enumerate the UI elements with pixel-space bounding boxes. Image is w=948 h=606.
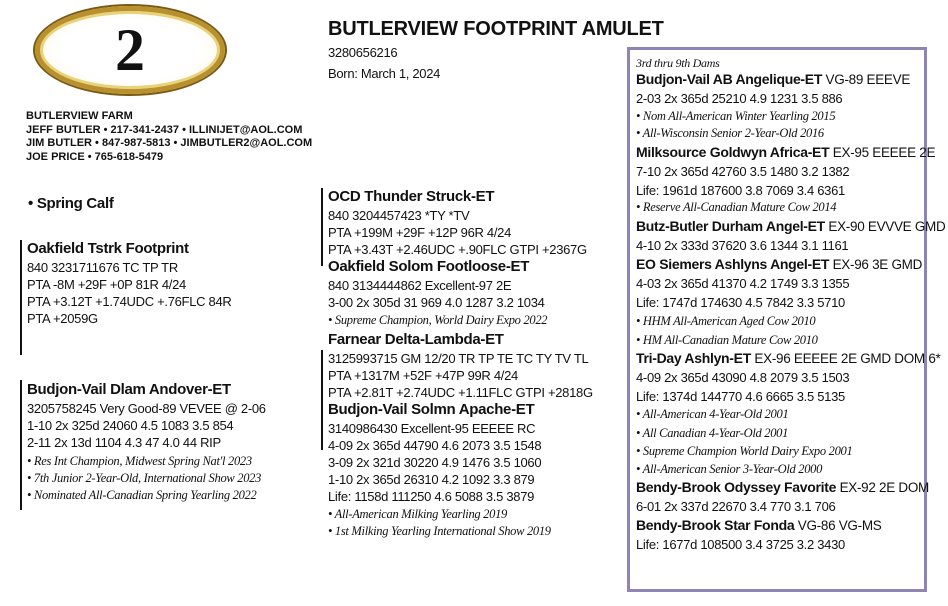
sire-bracket	[20, 240, 22, 355]
dam-entry-line: Life: 1747d 174630 4.5 7842 3.3 5710	[636, 295, 845, 310]
dam-note: • 7th Junior 2-Year-Old, International Show 2023	[27, 471, 262, 485]
farm-contact: JEFF BUTLER • 217-341-2437 • ILLINIJET@AOL.COM	[26, 123, 303, 136]
dam-entry	[636, 479, 945, 496]
sire-name: Oakfield Tstrk Footprint	[27, 240, 189, 257]
pedigree-line: 840 3204457423 *TY *TV	[328, 208, 470, 223]
dam-entry-note: • HM All-Canadian Mature Cow 2010	[636, 333, 818, 347]
pedigree-line: Life: 1158d 111250 4.6 5088 3.5 3879	[328, 489, 535, 504]
dam-entry-name: Bendy-Brook Star Fonda	[636, 517, 795, 533]
dam-note: • Res Int Champion, Midwest Spring Nat'l 2023	[27, 454, 252, 468]
dam-entry-name: Butz-Butler Durham Angel-ET	[636, 218, 825, 234]
farm-contact: JIM BUTLER • 847-987-5813 • JIMBUTLER2@AOL.COM	[26, 137, 313, 150]
registration-number: 3280656216	[328, 45, 398, 60]
dam-entry-note: • Nom All-American Winter Yearling 2015	[636, 109, 836, 123]
dam-entry-line: 6-01 2x 337d 22670 3.4 770 3.1 706	[636, 499, 836, 514]
pedigree-block	[328, 188, 593, 540]
pedigree-line: PTA +2.81T +2.74UDC +1.11FLC GTPI +2818G	[328, 385, 593, 400]
pedigree-note: • 1st Milking Yearling International Show 2019	[328, 524, 551, 538]
pedigree-line: 1-10 2x 365d 26310 4.2 1092 3.3 879	[328, 472, 535, 487]
dam-entry-line: Life: 1374d 144770 4.6 6665 3.5 5135	[636, 389, 845, 404]
dam-line: 1-10 2x 325d 24060 4.5 1083 3.5 854	[27, 418, 234, 433]
dam-entry-name: Milksource Goldwyn Africa-ET	[636, 144, 830, 160]
pedigree-line: 840 3134444862 Excellent-97 2E	[328, 278, 512, 293]
dam-entry	[636, 517, 945, 534]
calf-class: • Spring Calf	[28, 195, 114, 212]
dam-entry-line: Life: 1961d 187600 3.8 7069 3.4 6361	[636, 183, 845, 198]
pedigree-note: • Supreme Champion, World Dairy Expo 2022	[328, 313, 548, 327]
dam-entry-name: EO Siemers Ashlyns Angel-ET	[636, 256, 830, 272]
dam-entry-note: • Supreme Champion World Dairy Expo 2001	[636, 444, 853, 458]
dam-block	[27, 381, 266, 504]
pedigree-name: Budjon-Vail Solmn Apache-ET	[328, 401, 535, 418]
dam-entry-note: • All-Wisconsin Senior 2-Year-Old 2016	[636, 126, 824, 140]
dam-entry-line: Life: 1677d 108500 3.4 3725 3.2 3430	[636, 537, 845, 552]
dam-entry-class: VG-86 VG-MS	[794, 518, 882, 533]
farm-contact: JOE PRICE • 765-618-5479	[26, 150, 164, 163]
pedigree-line: PTA +3.43T +2.46UDC +.90FLC GTPI +2367G	[328, 242, 587, 257]
sire-line: PTA +3.12T +1.74UDC +.76FLC 84R	[27, 294, 232, 309]
dam-entry-class: EX-90 EVVVE GMD	[824, 219, 946, 234]
pedigree-line: 3140986430 Excellent-95 EEEEE RC	[328, 421, 536, 436]
dam-bracket	[20, 380, 22, 510]
dam-entry-note: • All-American Senior 3-Year-Old 2000	[636, 462, 823, 476]
pedigree-line: PTA +1317M +52F +47P 99R 4/24	[328, 368, 518, 383]
pedigree-bracket	[321, 350, 323, 450]
dam-entry-name: Budjon-Vail AB Angelique-ET	[636, 71, 823, 87]
pedigree-name: Farnear Delta-Lambda-ET	[328, 331, 504, 348]
pedigree-note: • All-American Milking Yearling 2019	[328, 507, 507, 521]
dam-entry-line: 4-03 2x 365d 41370 4.2 1749 3.3 1355	[636, 276, 850, 291]
sire-line: 840 3231711676 TC TP TR	[27, 260, 178, 275]
dam-entry-line: 7-10 2x 365d 42760 3.5 1480 3.2 1382	[636, 164, 850, 179]
dam-entry-class: EX-96 EEEEE 2E GMD DOM 6*	[750, 351, 941, 366]
dam-entry-note: • All Canadian 4-Year-Old 2001	[636, 426, 789, 440]
pedigree-bracket	[321, 188, 323, 266]
dam-entry-line: 2-03 2x 365d 25210 4.9 1231 3.5 886	[636, 91, 843, 106]
animal-name: BUTLERVIEW FOOTPRINT AMULET	[328, 18, 664, 40]
dam-entry-name: Tri-Day Ashlyn-ET	[636, 350, 751, 366]
dam-entry-line: 4-09 2x 365d 43090 4.8 2079 3.5 1503	[636, 370, 850, 385]
sire-block	[27, 240, 231, 327]
dam-entry	[636, 256, 945, 273]
pedigree-line: 3-09 2x 321d 30220 4.9 1476 3.5 1060	[328, 455, 542, 470]
dams-heading: 3rd thru 9th Dams	[636, 56, 720, 70]
dams-block	[636, 56, 945, 553]
dam-entry	[636, 218, 945, 235]
dam-entry-class: EX-95 EEEEE 2E	[829, 145, 936, 160]
dam-entry-class: EX-92 2E DOM	[836, 480, 930, 495]
farm-name: BUTLERVIEW FARM	[26, 110, 133, 122]
dam-entry-note: • All-American 4-Year-Old 2001	[636, 407, 789, 421]
pedigree-name: OCD Thunder Struck-ET	[328, 188, 495, 205]
dam-entry-note: • HHM All-American Aged Cow 2010	[636, 314, 816, 328]
pedigree-line: 3-00 2x 305d 31 969 4.0 1287 3.2 1034	[328, 295, 545, 310]
pedigree-name: Oakfield Solom Footloose-ET	[328, 258, 530, 275]
pedigree-line: PTA +199M +29F +12P 96R 4/24	[328, 225, 512, 240]
dam-entry-note: • Reserve All-Canadian Mature Cow 2014	[636, 200, 837, 214]
dam-entry	[636, 71, 945, 88]
sire-line: PTA -8M +29F +0P 81R 4/24	[27, 277, 186, 292]
pedigree-line: 3125993715 GM 12/20 TR TP TE TC TY TV TL	[328, 351, 589, 366]
dam-entry	[636, 144, 945, 161]
dam-entry-line: 4-10 2x 333d 37620 3.6 1344 3.1 1161	[636, 238, 849, 253]
dam-note: • Nominated All-Canadian Spring Yearling 2022	[27, 488, 257, 502]
dam-line: 2-11 2x 13d 1104 4.3 47 4.0 44 RIP	[27, 435, 221, 450]
pedigree-line: 4-09 2x 365d 44790 4.6 2073 3.5 1548	[328, 438, 542, 453]
dam-line: 3205758245 Very Good-89 VEVEE @ 2-06	[27, 401, 266, 416]
farm-info	[26, 110, 312, 164]
dam-entry	[636, 350, 945, 367]
lot-number: 2	[115, 17, 145, 83]
dam-name: Budjon-Vail Dlam Andover-ET	[27, 381, 231, 398]
sire-line: PTA +2059G	[27, 311, 98, 326]
dam-entry-class: VG-89 EEEVE	[822, 72, 911, 87]
birth-date: Born: March 1, 2024	[328, 66, 441, 81]
dam-entry-name: Bendy-Brook Odyssey Favorite	[636, 479, 837, 495]
dam-entry-class: EX-96 3E GMD	[829, 257, 923, 272]
